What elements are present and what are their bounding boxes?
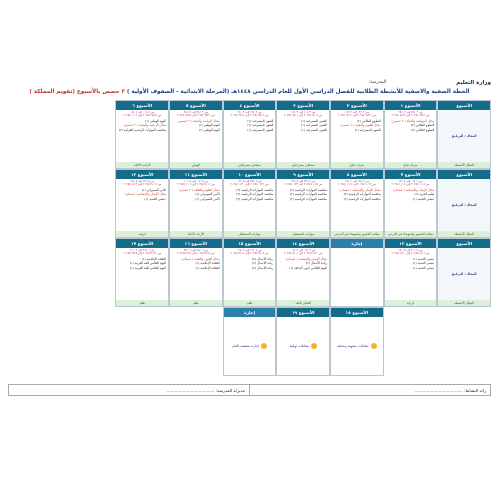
- empty-cell: [384, 307, 438, 376]
- activity-item: عيشي الحمية (١): [144, 197, 167, 201]
- week-heading: الأسبوع ٩: [277, 170, 329, 179]
- gregorian-dates: من ٢٠٢٥/١٢/٠٧ إلى ٢٠٢٥/١٢/١١: [230, 251, 269, 256]
- week-dates: [170, 110, 222, 118]
- activity-item: مجال الإيمان والإنسانية ( حصتان): [339, 187, 381, 192]
- activity-item: اليوم الوطني (١): [198, 128, 220, 132]
- activity-item: منافسة المهارات الرياضية (٢): [343, 197, 381, 201]
- week-heading: الأسبوع ١٠: [224, 170, 276, 179]
- hijri-dates: من ٠٨/٠٤ إلى ١٢/٠٤: [398, 179, 423, 183]
- activity-item: عيشي الحمية (١): [412, 261, 435, 266]
- holiday-note-text: إجازة منتصف العام: [232, 344, 259, 348]
- activity-item: الأمن السيبراني (١): [195, 192, 220, 197]
- trophy-icon: [311, 343, 317, 349]
- gregorian-dates: من ٢٠٢٥/٠٨/٢٤ إلى ٢٠٢٥/٠٨/٢٨: [391, 113, 430, 118]
- week-dates: [170, 248, 222, 256]
- activity-item: اليوم الوطني (١): [198, 123, 220, 128]
- week-heading: الأسبوع: [438, 239, 490, 248]
- row-label-cell: [437, 238, 491, 307]
- week-dates: [224, 110, 276, 118]
- gregorian-dates: من ٢٠٢٥/١١/٣٠ إلى ٢٠٢٥/١٢/٠٤: [284, 251, 323, 256]
- holiday-note: [224, 317, 276, 375]
- week-dates: [116, 110, 168, 118]
- week-heading: الأسبوع ٧: [385, 170, 437, 179]
- activity-item: مجال الرياضة والصحة ( ٢ حصص): [123, 123, 167, 128]
- activity-list: [331, 187, 383, 231]
- gregorian-dates: من ٢٠٢٥/١١/٠٢ إلى ٢٠٢٥/١١/٠٦: [176, 182, 215, 187]
- hijri-dates: من ٢٢/٠٤ إلى ٢٦/٠٤: [291, 179, 316, 183]
- activity-list: [170, 187, 222, 231]
- ministry-name: وزارة التعليم: [456, 79, 491, 86]
- week-heading: الأسبوع ٥: [170, 101, 222, 110]
- program-label-text: المجال / البرنامج: [451, 133, 477, 138]
- gregorian-dates: من ٢٠٢٥/١٢/١٤ إلى ٢٠٢٥/١٢/١٨: [176, 251, 215, 256]
- week-heading: الأسبوع ٦: [116, 101, 168, 110]
- holiday-note-text: مقابلات نهائية: [289, 344, 309, 348]
- activity-item: منافسة المهارات الرياضية (٢): [236, 187, 274, 192]
- week-heading: الأسبوع ١٢: [116, 170, 168, 179]
- week-cell: [223, 169, 277, 238]
- hijri-dates: من ٢٠/٠٥ إلى ٢٤/٠٥: [398, 248, 423, 252]
- activity-item: الفنون المسرحية (١): [247, 128, 274, 132]
- skill-footer: سلامة الحضور ولضوضاء في الذرعي: [331, 231, 383, 237]
- week-heading: الأسبوع: [438, 101, 490, 110]
- skill-footer: مصلحي مسرحيلي: [277, 162, 329, 168]
- activity-item: ريادة الأعمال (٢): [305, 261, 328, 266]
- skill-footer: ابرياية: [385, 300, 437, 306]
- week-heading: الأسبوع ١٥: [224, 239, 276, 248]
- activity-item: التطوع الطلابي (٢): [410, 128, 435, 132]
- week-heading: الأسبوع ١٩: [277, 308, 329, 317]
- gregorian-dates: من ٢٠٢٥/١١/١٦ إلى ٢٠٢٥/١١/٢٠: [391, 251, 430, 256]
- week-row: [8, 100, 491, 169]
- activity-item: الفنون المسرحية (١): [301, 128, 328, 132]
- week-cell: [330, 169, 384, 238]
- week-dates: [277, 248, 329, 256]
- activity-list: [385, 118, 437, 162]
- activity-list: [277, 118, 329, 162]
- week-heading: الأسبوع ١٤: [277, 239, 329, 248]
- activity-item: مجال المواطنة والحياة ( ٢ حصص): [391, 118, 435, 123]
- activity-item: مجال الرياضة والصحة ( ٢ حصص): [177, 118, 220, 123]
- week-dates: [170, 179, 222, 187]
- week-cell: [169, 169, 223, 238]
- hijri-dates: من ٠٣/٠٣ إلى ٠٧/٠٣: [344, 110, 369, 114]
- activity-leader-signature: رائد النشاط: ....................................: [414, 387, 486, 393]
- week-dates: [385, 110, 437, 118]
- week-dates: [116, 179, 168, 187]
- activity-list: [385, 187, 437, 231]
- program-label: [438, 248, 490, 300]
- week-cell: [330, 307, 384, 376]
- week-heading: الأسبوع ١٧: [116, 239, 168, 248]
- week-row: [8, 307, 491, 376]
- week-heading: الأسبوع ١٦: [170, 239, 222, 248]
- activity-item: مجال الإيمان والإنسانية ( حصتان): [285, 256, 328, 261]
- gregorian-dates: من ٢٠٢٥/١١/٠٩ إلى ٢٠٢٥/١١/١٣: [123, 182, 162, 187]
- activity-item: منافسة المهارات الرياضية القرابية (٢): [118, 128, 167, 132]
- gregorian-dates: من ٢٠٢٥/٠٩/٢٨ إلى ٢٠٢٥/١٠/٠٢: [123, 113, 162, 118]
- week-cell: [223, 307, 277, 376]
- skill-footer: ظلم: [116, 300, 168, 306]
- hijri-dates: من ١٠/٠٣ إلى ١٤/٠٣: [291, 110, 316, 114]
- activity-item: مجال الإيمان والإنسانية ( حصتان): [393, 187, 435, 192]
- skill-footer: المجال الأنشطة: [438, 162, 490, 168]
- skill-footer: المجال الأنشطة: [438, 231, 490, 237]
- activity-item: الثقافة الإعلامية (١): [195, 261, 220, 266]
- week-cell: [115, 238, 169, 307]
- signature-row: [8, 384, 491, 396]
- hijri-dates: من ٢٤/٠٣ إلى ٢٨/٠٣: [183, 110, 208, 114]
- activity-list: [224, 118, 276, 162]
- week-heading: الأسبوع ١١: [170, 170, 222, 179]
- holiday-note: [277, 317, 329, 375]
- holiday-note-text: مقابلات شفهية وعملية: [337, 344, 369, 348]
- activity-list: [331, 248, 383, 306]
- activity-item: مجال العلوم والثقافة ( ٢ حصص): [179, 187, 220, 192]
- week-row: [8, 169, 491, 238]
- activity-item: اليوم الوطني (١): [145, 118, 167, 123]
- empty-cell: [437, 307, 491, 376]
- week-heading: الأسبوع: [438, 170, 490, 179]
- activity-item: الأمن السيبراني (١): [141, 187, 167, 192]
- school-label: المدرسة:: [368, 80, 387, 85]
- week-cell: [276, 238, 330, 307]
- week-heading: الأسبوع ٣: [277, 101, 329, 110]
- activity-item: الفنون المسرحية (١): [247, 123, 274, 128]
- skill-footer: ظلم: [170, 300, 222, 306]
- row-label-cell: [437, 100, 491, 169]
- hijri-dates: من ١٥/٠٤ إلى ١٩/٠٤: [344, 179, 369, 183]
- week-cell: [115, 169, 169, 238]
- program-label-text: المجال / البرنامج: [451, 271, 477, 276]
- activity-item: اليوم العالمي للغة العربية (١): [129, 261, 167, 266]
- activity-item: الثقافة الإعلامية (١): [141, 256, 167, 261]
- activity-item: الفنون المسرحية (١): [354, 128, 381, 132]
- hijri-dates: من ٠٦/٠٥ إلى ١٠/٠٥: [183, 179, 208, 183]
- activity-list: [116, 187, 168, 231]
- week-dates: [224, 248, 276, 256]
- principal-signature: مدير/ة المدرسة: ....................................: [9, 385, 250, 395]
- activity-item: ريادة الأعمال (٢): [252, 266, 274, 270]
- activity-item: منافسة المهارات الرياضية (٢): [236, 197, 274, 201]
- activity-item: اليوم العالمي للغة العربية (١): [129, 266, 167, 270]
- skill-footer: الأرباب الآجلة: [116, 162, 168, 168]
- skill-footer: ابرياية: [116, 231, 168, 237]
- week-cell: [384, 238, 438, 307]
- week-cell: [223, 100, 277, 169]
- empty-cell: [115, 307, 169, 376]
- week-cell: [276, 307, 330, 376]
- hijri-dates: من ٢٩/٠٤ إلى ٠٣/٠٥: [237, 179, 262, 183]
- gregorian-dates: من ٢٠٢٥/٠٨/٣١ إلى ٢٠٢٥/٠٩/٠٤: [337, 113, 376, 118]
- activity-list: [385, 256, 437, 300]
- week-cell: [223, 238, 277, 307]
- gregorian-dates: من ٢٠٢٥/١٠/١٩ إلى ٢٠٢٥/١٠/٢٣: [284, 182, 323, 187]
- activity-item: عيشي الحمية (١): [412, 197, 435, 201]
- program-label: [438, 110, 490, 162]
- activity-item: عيشي الحمية (١): [412, 256, 435, 261]
- skill-footer: الأرباب الآجلة: [170, 231, 222, 237]
- gregorian-dates: من ٢٠٢٥/١٢/٢١ إلى ٢٠٢٥/١٢/٢٥: [123, 251, 162, 256]
- activity-list: [277, 187, 329, 231]
- skill-footer: سلامة الحضور ولضوضاء في الذرعي: [385, 231, 437, 237]
- week-dates: [277, 179, 329, 187]
- activity-item: الثقافة الإعلامية (١): [195, 266, 220, 270]
- hijri-dates: من ٠١/٠٤ إلى ٠٥/٠٤: [130, 110, 155, 114]
- gregorian-dates: من ٢٠٢٥/٠٩/٠٧ إلى ٢٠٢٥/٠٩/١١: [284, 113, 323, 118]
- skill-footer: المجال الأنشطة: [438, 300, 490, 306]
- trophy-icon: [261, 343, 267, 349]
- week-cell: [330, 238, 384, 307]
- skill-footer: ضرابة تجاع: [331, 162, 383, 168]
- activity-list: [116, 256, 168, 300]
- row-label-cell: [437, 169, 491, 238]
- activity-list: [224, 187, 276, 231]
- week-cell: [169, 238, 223, 307]
- activity-item: الأمن السيبراني (١): [195, 197, 220, 201]
- skill-footer: ضرابة تجاع: [385, 162, 437, 168]
- week-cell: [384, 100, 438, 169]
- activity-item: منافسة المهارات الرياضية (٢): [289, 197, 328, 201]
- plan-title-main: الخطة الصفية والاصفية للأنشطة الطلابية للفصل الدراسي الأول للعام الدراسي ١٤٤٨هـ (المرحلة الابتدائية - الصفوف الأولية ): [126, 89, 470, 95]
- skill-footer: التفكير الناقد: [277, 300, 329, 306]
- week-dates: [277, 110, 329, 118]
- plan-title-sessions: ٣ حصص بالأسبوع (تقويم المملكة ): [29, 89, 125, 95]
- activity-item: تعليم الحرية (١): [414, 192, 435, 197]
- holiday-note: [331, 317, 383, 375]
- activity-item: ريادة الأعمال (٢): [252, 256, 274, 261]
- activity-item: مجال الإيمان والإنسانية ( حصتان): [124, 192, 167, 197]
- activity-item: ريادة الأعمال (٢): [252, 261, 274, 266]
- activity-item: مجال الفنون والتقنية ( ١ حصص): [340, 123, 381, 128]
- week-cell: [330, 100, 384, 169]
- skill-footer: مهارات المستقبل: [224, 231, 276, 237]
- plan-sheet: [8, 78, 491, 396]
- week-heading: الأسبوع ٤: [224, 101, 276, 110]
- week-cell: [115, 100, 169, 169]
- week-dates: [116, 248, 168, 256]
- activity-item: التطوع الطلابي (٢): [410, 123, 435, 128]
- activity-item: منافسة المهارات الرياضية (٢): [236, 192, 274, 197]
- activity-list: [170, 256, 222, 300]
- hijri-dates: من ٠٥/٠٦ إلى ٠٩/٠٦: [291, 248, 316, 252]
- weekly-plan-grid: [8, 100, 491, 376]
- activity-item: مجال الفنون والتقنية ( حصتان): [181, 256, 220, 261]
- week-heading: الأسبوع ١٣: [385, 239, 437, 248]
- hijri-dates: من ٢٥/٠٢ إلى ٢٩/٠٢: [398, 110, 423, 114]
- skill-footer: ظلم: [224, 300, 276, 306]
- week-cell: [276, 169, 330, 238]
- activity-item: منافسة المهارات الرياضية (٢): [289, 187, 328, 192]
- activity-item: منافسة المهارات الرياضية (٢): [289, 192, 328, 197]
- activity-item: التطوع الطلابي (٢): [357, 118, 381, 123]
- activity-list: [116, 118, 168, 162]
- gregorian-dates: من ٢٠٢٥/٠٩/٢١ إلى ٢٠٢٥/٠٩/٢٥: [176, 113, 215, 118]
- week-dates: [331, 110, 383, 118]
- activity-list: [170, 118, 222, 162]
- activity-item: الفنون المسرحية (١): [301, 123, 328, 128]
- week-heading: إجازة: [224, 308, 276, 317]
- week-dates: [224, 179, 276, 187]
- week-cell: [169, 100, 223, 169]
- week-cell: [384, 169, 438, 238]
- gregorian-dates: من ٢٠٢٥/١٠/٠٥ إلى ٢٠٢٥/١٠/٠٩: [391, 182, 430, 187]
- week-dates: [385, 248, 437, 256]
- week-dates: [385, 179, 437, 187]
- activity-list: [277, 256, 329, 300]
- empty-cell: [169, 307, 223, 376]
- program-label-text: المجال / البرنامج: [451, 202, 477, 207]
- gregorian-dates: من ٢٠٢٥/٠٩/١٤ إلى ٢٠٢٥/٠٩/١٨: [230, 113, 269, 118]
- week-dates: [331, 179, 383, 187]
- program-label: [438, 179, 490, 231]
- week-row: [8, 238, 491, 307]
- skill-footer: مهارات المستقبل: [277, 231, 329, 237]
- activity-item: الفنون المسرحية (١): [247, 118, 274, 123]
- plan-title: [8, 89, 491, 96]
- week-heading: الأسبوع ٢: [331, 101, 383, 110]
- document-header: [8, 78, 491, 87]
- hijri-dates: من ١٣/٠٥ إلى ١٧/٠٥: [130, 179, 155, 183]
- skill-footer: الوطن: [170, 162, 222, 168]
- gregorian-dates: من ٢٠٢٥/١٠/٢٦ إلى ٢٠٢٥/١٠/٣٠: [230, 182, 269, 187]
- hijri-dates: من ٢٦/٠٦ إلى ٣٠/٠٦: [130, 248, 155, 252]
- hijri-dates: من ١٢/٠٦ إلى ١٦/٠٦: [237, 248, 262, 252]
- skill-footer: مصلحي مسرحيلي: [224, 162, 276, 168]
- activity-list: [331, 118, 383, 162]
- week-heading: الأسبوع ١: [385, 101, 437, 110]
- week-heading: الأسبوع ٨: [331, 170, 383, 179]
- week-cell: [276, 100, 330, 169]
- trophy-icon: [371, 343, 377, 349]
- activity-list: [224, 256, 276, 300]
- activity-item: الفنون المسرحية (١): [301, 118, 328, 123]
- hijri-dates: من ١٧/٠٣ إلى ٢١/٠٣: [237, 110, 262, 114]
- activity-item: اليوم العالمي لذوي الإعاقة (١): [289, 266, 328, 270]
- week-heading: الأسبوع ١٨: [331, 308, 383, 317]
- gregorian-dates: من ٢٠٢٥/١٠/١٢ إلى ٢٠٢٥/١٠/١٦: [337, 182, 376, 187]
- hijri-dates: من ١٩/٠٦ إلى ٢٣/٠٦: [183, 248, 208, 252]
- activity-item: عيشي الحمية (١): [412, 266, 435, 270]
- week-heading: إجازة: [331, 239, 383, 248]
- activity-item: منافسة المهارات الرياضية (٢): [343, 192, 381, 197]
